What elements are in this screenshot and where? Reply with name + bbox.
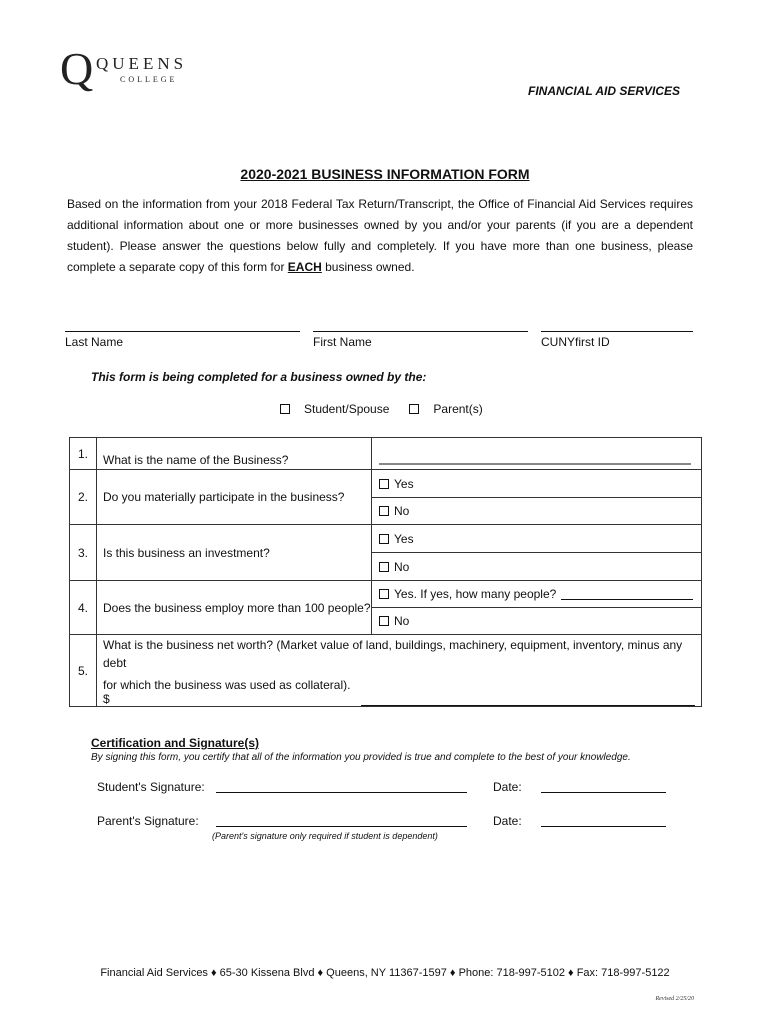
net-worth-question: What is the business net worth? (Market value of land, buildings, machinery, equipment, inventory, minus any debt <box>103 638 683 670</box>
footer-contact: Financial Aid Services ♦ 65-30 Kissena Blvd ♦ Queens, NY 11367-1597 ♦ Phone: 718-997-5102 ♦ Fax: 718-997-5122 <box>100 967 670 979</box>
answer-option[interactable] <box>379 504 701 518</box>
question-text: Is this business an investment? <box>97 525 372 581</box>
question-text: Do you materially participate in the business? <box>97 470 372 525</box>
owner-option-student[interactable] <box>280 402 389 416</box>
employee-count-field[interactable] <box>561 588 693 600</box>
intro-text-after: business owned. <box>321 260 415 274</box>
student-date-label: Date: <box>493 780 522 794</box>
owner-option-parent-label: Parent(s) <box>433 402 483 416</box>
owner-option-parent[interactable] <box>409 402 482 416</box>
net-worth-line <box>97 672 701 706</box>
table-row <box>70 438 702 470</box>
parent-signature-label: Parent's Signature: <box>97 814 199 828</box>
owner-option-student-label: Student/Spouse <box>304 402 390 416</box>
student-date-field[interactable] <box>541 792 666 793</box>
net-worth-question-cont: for which the business was used as collateral). $ <box>103 678 351 706</box>
checkbox-icon[interactable] <box>280 404 290 414</box>
department-label: FINANCIAL AID SERVICES <box>527 84 680 98</box>
parent-date-field[interactable] <box>541 826 666 827</box>
answer-option[interactable] <box>379 587 701 601</box>
table-row <box>70 525 702 553</box>
answer-no-cell <box>372 608 702 635</box>
business-name-answer <box>372 438 702 470</box>
intro-text-before: Based on the information from your 2018 Federal Tax Return/Transcript, the Office of Financial Aid Services requires additional information about one or more businesses owned by you and/or your parents (if you are a dependent student). Please answer the questions below fully and completely. If you have more than one business, please complete a separate copy of this form for <box>67 197 693 274</box>
answer-no-cell <box>372 498 702 525</box>
question-number: 4. <box>70 581 97 635</box>
student-signature-label: Student's Signature: <box>97 780 205 794</box>
answer-label: No <box>394 614 410 628</box>
intro-emphasis: EACH <box>287 260 322 274</box>
question-text: What is the name of the Business? <box>97 438 372 470</box>
cuny-id-field[interactable] <box>541 331 693 332</box>
net-worth-cell <box>97 635 702 707</box>
logo-name: QUEENS <box>96 54 188 73</box>
answer-label: Yes. If yes, how many people? <box>394 587 557 601</box>
answer-option[interactable] <box>379 532 701 546</box>
last-name-field[interactable] <box>65 331 300 332</box>
checkbox-icon[interactable] <box>379 506 389 516</box>
student-signature-field[interactable] <box>216 792 467 793</box>
answer-yes-cell <box>372 581 702 608</box>
parent-date-label: Date: <box>493 814 522 828</box>
answer-option[interactable] <box>379 560 701 574</box>
question-number: 1. <box>70 438 97 470</box>
answer-label: Yes <box>394 531 414 546</box>
question-number: 3. <box>70 525 97 581</box>
answer-yes-cell <box>372 470 702 498</box>
checkbox-icon[interactable] <box>409 404 419 414</box>
answer-label: No <box>394 559 410 574</box>
answer-no-cell <box>372 553 702 581</box>
table-row <box>70 581 702 608</box>
parent-signature-note: (Parent's signature only required if student is dependent) <box>212 831 438 841</box>
checkbox-icon[interactable] <box>379 534 389 544</box>
certification-text: By signing this form, you certify that all of the information you provided is true and complete to the best of your knowledge. <box>91 752 631 763</box>
intro-paragraph <box>67 194 693 278</box>
logo-subtitle: COLLEGE <box>120 75 178 84</box>
certification-title: Certification and Signature(s) <box>91 736 260 750</box>
owner-question: This form is being completed for a business owned by the: <box>91 370 427 384</box>
table-row <box>70 470 702 498</box>
table-row <box>70 635 702 707</box>
queens-college-logo <box>60 43 200 96</box>
form-title: 2020-2021 BUSINESS INFORMATION FORM <box>240 166 530 182</box>
question-number: 5. <box>70 635 97 707</box>
checkbox-icon[interactable] <box>379 562 389 572</box>
checkbox-icon[interactable] <box>379 589 389 599</box>
question-text: Does the business employ more than 100 people? <box>97 581 372 635</box>
question-number: 2. <box>70 470 97 525</box>
answer-label: No <box>394 504 410 518</box>
answer-yes-cell <box>372 525 702 553</box>
parent-signature-field[interactable] <box>216 826 467 827</box>
answer-option[interactable] <box>379 614 701 628</box>
checkbox-icon[interactable] <box>379 616 389 626</box>
revised-date: Revised 2/25/20 <box>655 996 694 1002</box>
checkbox-icon[interactable] <box>379 479 389 489</box>
cuny-id-label: CUNYfirst ID <box>541 335 610 349</box>
business-name-field[interactable] <box>379 463 691 465</box>
first-name-label: First Name <box>313 335 372 349</box>
answer-label: Yes <box>394 476 414 491</box>
logo-letter: Q <box>60 43 94 94</box>
last-name-label: Last Name <box>65 335 124 349</box>
net-worth-field[interactable] <box>361 694 695 706</box>
first-name-field[interactable] <box>313 331 528 332</box>
answer-option[interactable] <box>379 477 701 491</box>
owner-options <box>280 402 497 416</box>
questions-table <box>69 437 702 707</box>
